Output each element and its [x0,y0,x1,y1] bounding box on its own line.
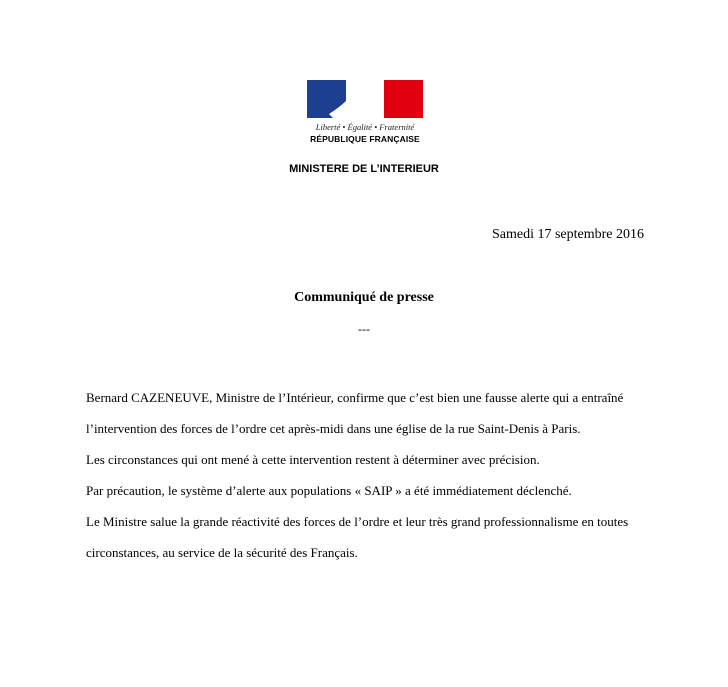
separator: --- [358,322,370,336]
ministry-name: MINISTERE DE L’INTERIEUR [289,163,439,175]
logo-motto: Liberté • Égalité • Fraternité [315,122,415,132]
paragraph: Le Ministre salue la grande réactivité des forces de l’ordre et leur très grand professionnalisme en toutes circonstances, au service de la sécurité des Français. [86,514,629,560]
logo-name: RÉPUBLIQUE FRANÇAISE [310,134,420,144]
republique-francaise-logo [307,80,423,144]
marianne-flag-icon [307,80,423,118]
press-date: Samedi 17 septembre 2016 [491,227,644,242]
press-body [86,382,646,568]
paragraph: Les circonstances qui ont mené à cette intervention restent à déterminer avec précision. [86,452,540,467]
page-title: Communiqué de presse [294,290,434,305]
paragraph: Bernard CAZENEUVE, Ministre de l’Intérieur, confirme que c’est bien une fausse alerte qui a entraîné l’intervention des forces de l’ordre cet après-midi dans une église de la rue Saint-Denis à Paris. [86,390,624,436]
paragraph: Par précaution, le système d’alerte aux populations « SAIP » a été immédiatement déclenché. [86,483,572,498]
